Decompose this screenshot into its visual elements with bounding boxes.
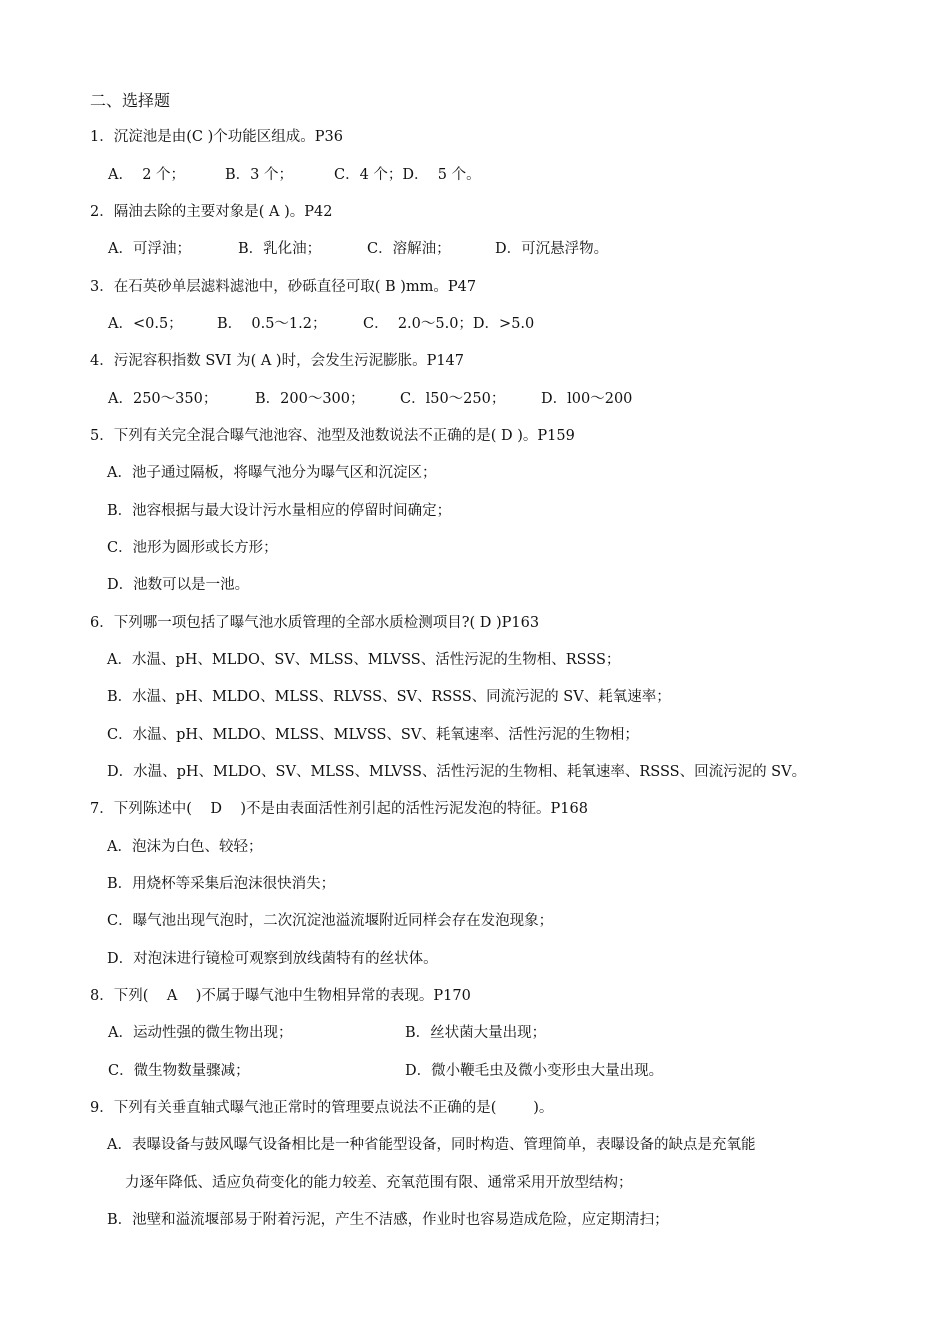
question-7-stem: 7．下列陈述中( D )不是由表面活性剂引起的活性污泥发泡的特征。P168: [90, 801, 588, 818]
option-b: B．池壁和溢流堰部易于附着污泥，产生不洁感，作业时也容易造成危险，应定期清扫；: [107, 1211, 669, 1228]
option-b: B．乳化油；: [238, 241, 322, 258]
option-d: D．池数可以是一池。: [107, 577, 250, 594]
question-1-stem: 1．沉淀池是由(C )个功能区组成。P36: [90, 129, 343, 146]
question-4-options: [0, 381, 950, 418]
option-c: C．水温、pH、MLDO、MLSS、MLVSS、SV、耗氧速率、活性污泥的生物相；: [107, 726, 639, 743]
question-5-stem: 5．下列有关完全混合曝气池池容、池型及池数说法不正确的是( D )。P159: [90, 427, 575, 444]
question-1-options: [0, 157, 950, 194]
option-d: D．水温、pH、MLDO、SV、MLSS、MLVSS、活性污泥的生物相、耗氧速率、RSSS、回流污泥的 SV。: [107, 763, 807, 780]
option-c: C．池形为圆形或长方形；: [107, 539, 278, 556]
option-c-d: C．4 个；D． 5 个。: [334, 166, 481, 183]
option-b: B．水温、pH、MLDO、MLSS、RLVSS、SV、RSSS、同流污泥的 SV、耗氧速率；: [107, 689, 671, 706]
option-a: A．250～350；: [108, 390, 218, 407]
question-8-options-row1: [0, 1015, 950, 1052]
option-b: B． 0.5～1.2；: [217, 315, 327, 332]
question-2-stem: 2．隔油去除的主要对象是( A )。P42: [90, 203, 333, 220]
question-6-stem: 6．下列哪一项包括了曝气池水质管理的全部水质检测项目?( D )P163: [90, 614, 540, 631]
option-a: A．表曝设备与鼓风曝气设备相比是一种省能型设备，同时构造、管理简单，表曝设备的缺点是充氧能: [107, 1137, 756, 1154]
question-8-stem: 8．下列( A )不属于曝气池中生物相异常的表现。P170: [90, 987, 471, 1004]
option-c: C．溶解油；: [367, 241, 451, 258]
option-d: D．l00～200: [541, 390, 633, 407]
option-a: A．水温、pH、MLDO、SV、MLSS、MLVSS、活性污泥的生物相、RSSS；: [107, 651, 621, 668]
option-a: A．池子通过隔板，将曝气池分为曝气区和沉淀区；: [107, 465, 437, 482]
question-4-stem: 4．污泥容积指数 SVI 为( A )时，会发生污泥膨胀。P147: [90, 353, 465, 370]
option-b: B．3 个；: [225, 166, 293, 183]
option-a-continued: 力逐年降低、适应负荷变化的能力较差、充氧范围有限、通常采用开放型结构；: [125, 1174, 633, 1191]
document-page: [0, 82, 950, 1239]
option-b: B．丝状菌大量出现；: [405, 1025, 547, 1042]
option-d: D．可沉悬浮物。: [495, 241, 609, 258]
option-d: D．对泡沫进行镜检可观察到放线菌特有的丝状体。: [107, 950, 438, 967]
option-a: A．<0.5；: [108, 315, 183, 332]
option-b: B．用烧杯等采集后泡沫很快消失；: [107, 875, 336, 892]
question-8-options-row2: [0, 1053, 950, 1090]
question-3-stem: 3．在石英砂单层滤料滤池中，砂砾直径可取( B )mm。P47: [90, 278, 477, 295]
option-b: B．200～300；: [255, 390, 365, 407]
option-d: D．微小鞭毛虫及微小变形虫大量出现。: [405, 1062, 664, 1079]
option-a: A． 2 个；: [108, 166, 186, 183]
option-a: A．运动性强的微生物出现；: [108, 1025, 293, 1042]
option-c: C．微生物数量骤减；: [108, 1062, 250, 1079]
option-b: B．池容根据与最大设计污水量相应的停留时间确定；: [107, 502, 452, 519]
option-c: C．l50～250；: [400, 390, 506, 407]
section-title: 二、选择题: [90, 91, 171, 110]
question-9-stem: 9．下列有关垂直轴式曝气池正常时的管理要点说法不正确的是( )。: [90, 1099, 554, 1116]
option-a: A．可浮油；: [108, 241, 191, 258]
option-c-d: C． 2.0～5.0；D．>5.0: [363, 315, 535, 332]
option-a: A．泡沫为白色、较轻；: [107, 838, 263, 855]
question-2-options: [0, 231, 950, 268]
option-c: C．曝气池出现气泡时，二次沉淀池溢流堰附近同样会存在发泡现象；: [107, 913, 554, 930]
question-3-options: [0, 306, 950, 343]
